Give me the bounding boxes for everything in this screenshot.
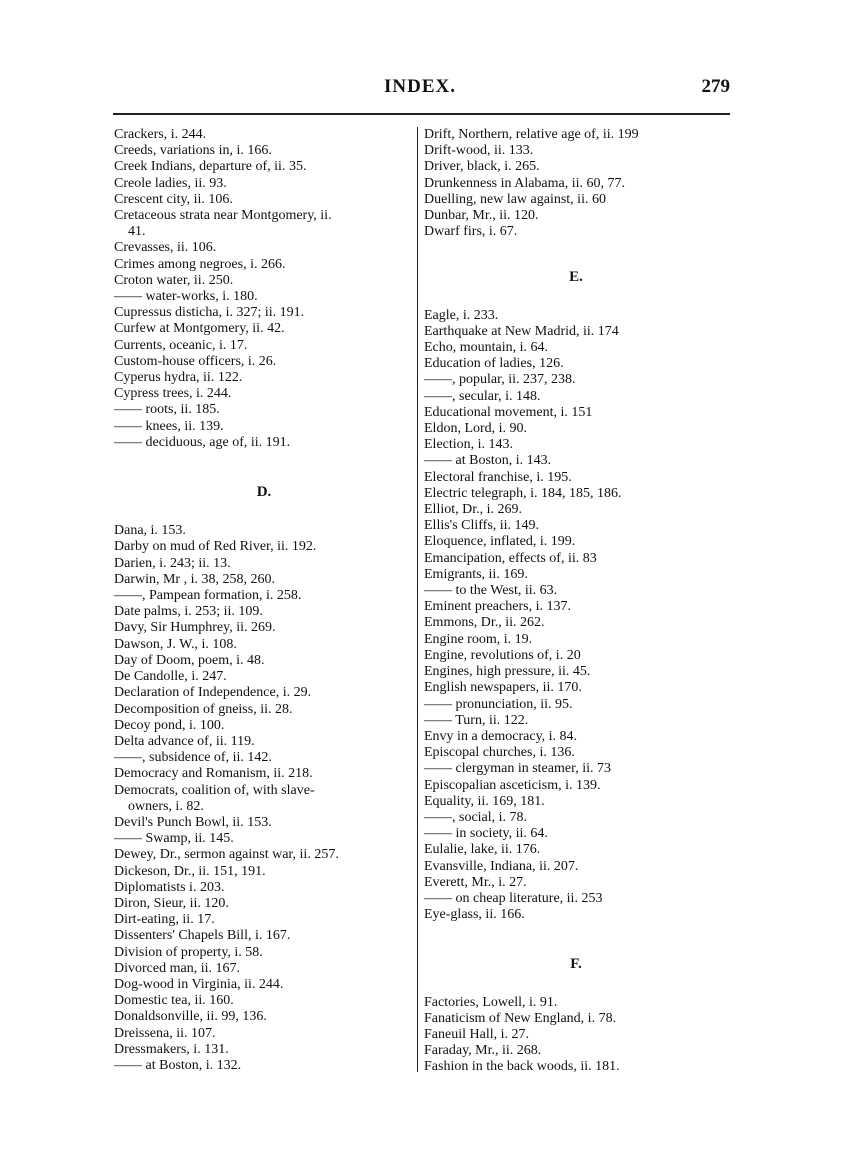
- index-entry: Day of Doom, poem, i. 48.: [114, 652, 265, 668]
- index-entry: Davy, Sir Humphrey, ii. 269.: [114, 620, 276, 636]
- index-entry: Episcopalian asceticism, i. 139.: [424, 777, 601, 793]
- index-entry: Darien, i. 243; ii. 13.: [114, 555, 231, 571]
- page-number: 279: [701, 76, 730, 97]
- index-entry: Emancipation, effects of, ii. 83: [424, 550, 597, 566]
- index-section-e: [424, 308, 728, 924]
- index-entry: ——, Pampean formation, i. 258.: [114, 588, 302, 604]
- index-entry: Dreissena, ii. 107.: [114, 1025, 216, 1041]
- index-entry: Darwin, Mr , i. 38, 258, 260.: [114, 571, 275, 587]
- index-entry: Dog-wood in Virginia, ii. 244.: [114, 976, 284, 992]
- index-entry: Fashion in the back woods, ii. 181.: [424, 1059, 620, 1075]
- index-entry: Evansville, Indiana, ii. 207.: [424, 858, 579, 874]
- index-entry: owners, i. 82.: [128, 798, 204, 814]
- index-entry: Donaldsonville, ii. 99, 136.: [114, 1009, 267, 1025]
- index-entry: Date palms, i. 253; ii. 109.: [114, 604, 263, 620]
- index-entry: ——, subsidence of, ii. 142.: [114, 750, 272, 766]
- index-entry: Emigrants, ii. 169.: [424, 566, 528, 582]
- index-entry: Faraday, Mr., ii. 268.: [424, 1043, 542, 1059]
- index-entry: Emmons, Dr., ii. 262.: [424, 615, 545, 631]
- index-entry: Election, i. 143.: [424, 437, 514, 453]
- index-section-f: [424, 995, 728, 1076]
- index-entry: ——, secular, i. 148.: [424, 388, 541, 404]
- index-entry: Division of property, i. 58.: [114, 944, 263, 960]
- index-entry: Electoral franchise, i. 195.: [424, 469, 572, 485]
- index-entry: Dunbar, Mr., ii. 120.: [424, 208, 539, 224]
- index-entry: Dawson, J. W., i. 108.: [114, 636, 237, 652]
- index-entry: Episcopal churches, i. 136.: [424, 745, 575, 761]
- index-entry: Engines, high pressure, ii. 45.: [424, 664, 591, 680]
- index-entry: Crescent city, ii. 106.: [114, 191, 233, 207]
- index-entry: Cyperus hydra, ii. 122.: [114, 370, 243, 386]
- index-entry: Envy in a democracy, i. 84.: [424, 728, 578, 744]
- index-entry: Dressmakers, i. 131.: [114, 1041, 229, 1057]
- index-entry: Fanaticism of New England, i. 78.: [424, 1010, 617, 1026]
- index-entry: Decomposition of gneiss, ii. 28.: [114, 701, 293, 717]
- index-entry: Croton water, ii. 250.: [114, 272, 234, 288]
- index-entry: Echo, mountain, i. 64.: [424, 340, 549, 356]
- index-entry: —— water-works, i. 180.: [114, 289, 258, 305]
- index-entry: Crackers, i. 244.: [114, 127, 207, 142]
- index-entry: —— Swamp, ii. 145.: [114, 831, 234, 847]
- section-heading-d: D.: [256, 484, 272, 501]
- index-entry: —— pronunciation, ii. 95.: [424, 696, 573, 712]
- index-entry: Decoy pond, i. 100.: [114, 717, 225, 733]
- index-entry: Creole ladies, ii. 93.: [114, 175, 227, 191]
- index-entry: Drift-wood, ii. 133.: [424, 143, 534, 159]
- header-rule: [113, 113, 730, 115]
- index-entry: Drift, Northern, relative age of, ii. 199: [424, 127, 639, 142]
- index-entry: Creek Indians, departure of, ii. 35.: [114, 159, 307, 175]
- index-column-right: [424, 127, 728, 1076]
- index-entry: Engine room, i. 19.: [424, 631, 533, 647]
- index-entry: Factories, Lowell, i. 91.: [424, 994, 558, 1010]
- index-entry: Diplomatists i. 203.: [114, 879, 225, 895]
- index-entry: Creeds, variations in, i. 166.: [114, 143, 272, 159]
- index-entry: Elliot, Dr., i. 269.: [424, 502, 522, 518]
- section-heading-f: F.: [570, 956, 582, 973]
- index-section-d: [114, 523, 414, 1074]
- index-entry: Everett, Mr., i. 27.: [424, 874, 527, 890]
- index-entry: Eagle, i. 233.: [424, 307, 499, 323]
- index-entry: Devil's Punch Bowl, ii. 153.: [114, 814, 272, 830]
- index-entry: ——, popular, ii. 237, 238.: [424, 372, 576, 388]
- index-entry: —— clergyman in steamer, ii. 73: [424, 761, 611, 777]
- index-entry: Darby on mud of Red River, ii. 192.: [114, 539, 317, 555]
- index-entry: Earthquake at New Madrid, ii. 174: [424, 323, 619, 339]
- index-entry: —— at Boston, i. 132.: [114, 1057, 242, 1073]
- index-entry: Declaration of Independence, i. 29.: [114, 685, 312, 701]
- index-entry: Education of ladies, 126.: [424, 356, 564, 372]
- index-entry: Custom-house officers, i. 26.: [114, 353, 277, 369]
- index-entry: Drunkenness in Alabama, ii. 60, 77.: [424, 175, 626, 191]
- index-entry: Duelling, new law against, ii. 60: [424, 191, 606, 207]
- index-entry: Ellis's Cliffs, ii. 149.: [424, 518, 540, 534]
- index-entry: Divorced man, ii. 167.: [114, 960, 240, 976]
- column-divider: [417, 127, 418, 1072]
- index-entry: Eye-glass, ii. 166.: [424, 907, 525, 923]
- index-entry: —— on cheap literature, ii. 253: [424, 890, 603, 906]
- index-entry: Educational movement, i. 151: [424, 404, 593, 420]
- index-entry: Democracy and Romanism, ii. 218.: [114, 766, 313, 782]
- index-entry: Cypress trees, i. 244.: [114, 386, 232, 402]
- index-entry: Dana, i. 153.: [114, 523, 186, 539]
- index-entry: Electric telegraph, i. 184, 185, 186.: [424, 485, 622, 501]
- index-entry: 41.: [128, 224, 146, 240]
- index-entry: —— deciduous, age of, ii. 191.: [114, 434, 291, 450]
- index-entry: Dewey, Dr., sermon against war, ii. 257.: [114, 847, 339, 863]
- index-entry: —— to the West, ii. 63.: [424, 583, 558, 599]
- index-entry: Equality, ii. 169, 181.: [424, 793, 545, 809]
- index-entry: English newspapers, ii. 170.: [424, 680, 582, 696]
- index-entry: Eulalie, lake, ii. 176.: [424, 842, 541, 858]
- index-entry: —— in society, ii. 64.: [424, 826, 548, 842]
- index-entry: Dickeson, Dr., ii. 151, 191.: [114, 863, 266, 879]
- index-column-left: [114, 127, 414, 1074]
- index-entry: Diron, Sieur, ii. 120.: [114, 895, 229, 911]
- index-entry: Eloquence, inflated, i. 199.: [424, 534, 576, 550]
- page-header: [110, 76, 730, 102]
- running-title: INDEX.: [384, 76, 456, 97]
- index-entry: Currents, oceanic, i. 17.: [114, 337, 248, 353]
- index-entry: Democrats, coalition of, with slave-: [114, 782, 315, 798]
- index-section-d-continued: [424, 127, 728, 240]
- section-heading-e: E.: [569, 269, 583, 286]
- index-entry: Engine, revolutions of, i. 20: [424, 647, 581, 663]
- index-entry: Faneuil Hall, i. 27.: [424, 1026, 529, 1042]
- index-entry: Eminent preachers, i. 137.: [424, 599, 571, 615]
- index-entry: Cretaceous strata near Montgomery, ii.: [114, 208, 332, 224]
- index-entry: Driver, black, i. 265.: [424, 159, 540, 175]
- index-entry: Crevasses, ii. 106.: [114, 240, 217, 256]
- index-entry: Dirt-eating, ii. 17.: [114, 912, 215, 928]
- index-entry: Crimes among negroes, i. 266.: [114, 256, 286, 272]
- index-entry: Dissenters' Chapels Bill, i. 167.: [114, 928, 291, 944]
- index-entry: De Candolle, i. 247.: [114, 669, 227, 685]
- index-entry: Eldon, Lord, i. 90.: [424, 421, 528, 437]
- index-entry: Cupressus disticha, i. 327; ii. 191.: [114, 305, 305, 321]
- index-entry: Curfew at Montgomery, ii. 42.: [114, 321, 285, 337]
- index-entry: —— roots, ii. 185.: [114, 402, 220, 418]
- index-entry: —— at Boston, i. 143.: [424, 453, 552, 469]
- index-entry: ——, social, i. 78.: [424, 809, 528, 825]
- index-entry: —— knees, ii. 139.: [114, 418, 224, 434]
- index-entry: Dwarf firs, i. 67.: [424, 224, 518, 240]
- index-entry: Domestic tea, ii. 160.: [114, 993, 234, 1009]
- index-entry: Delta advance of, ii. 119.: [114, 733, 255, 749]
- index-section-c: [114, 127, 414, 451]
- index-entry: —— Turn, ii. 122.: [424, 712, 529, 728]
